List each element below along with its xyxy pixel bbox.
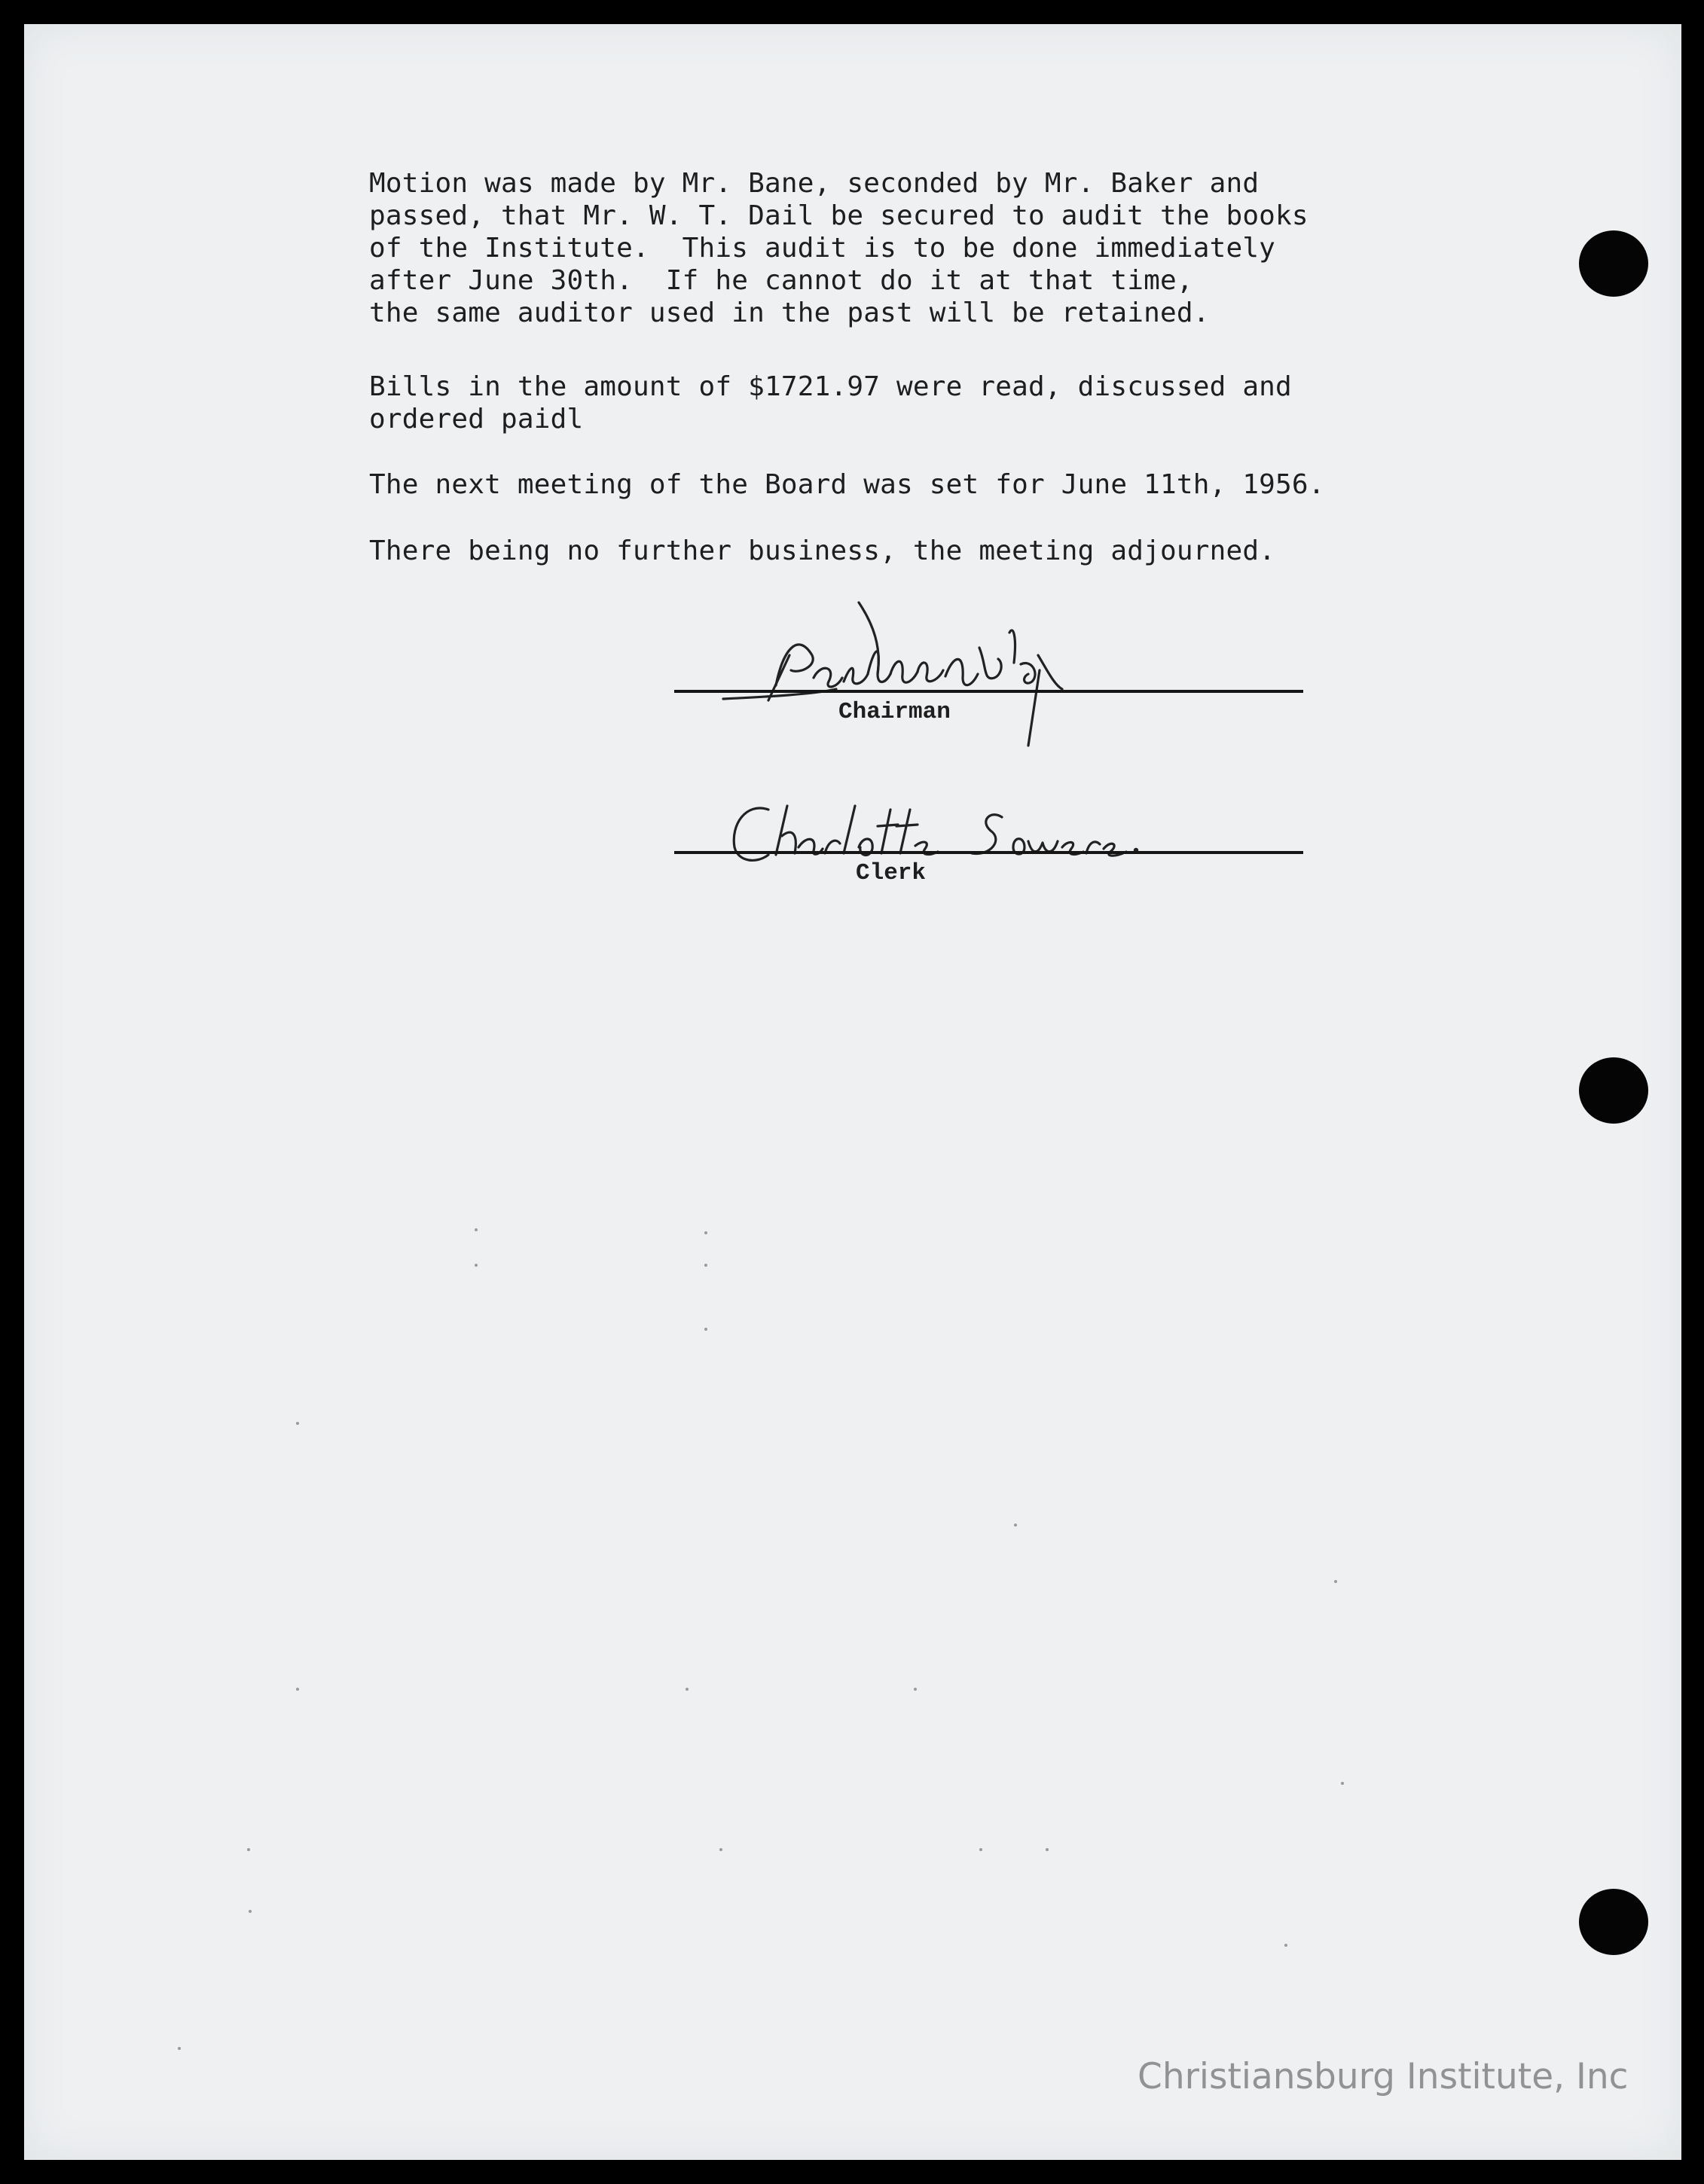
clerk-signature-line (674, 851, 1303, 854)
paragraph-next-meeting: The next meeting of the Board was set for June 11th, 1956. (369, 469, 1325, 500)
punch-hole-top (1579, 230, 1648, 297)
punch-hole-middle (1579, 1057, 1648, 1124)
paragraph-bills: Bills in the amount of $1721.97 were read, discussed and ordered paidl (369, 371, 1292, 435)
clerk-label: Clerk (856, 860, 927, 886)
chairman-signature-line (674, 690, 1303, 693)
clerk-signature (723, 795, 1326, 885)
chairman-signature (723, 602, 1115, 753)
archive-watermark: Christiansburg Institute, Inc (1138, 2056, 1629, 2097)
paragraph-audit-motion: Motion was made by Mr. Bane, seconded by Mr. Baker and passed, that Mr. W. T. Dail be secured to audit the books of the Institute. This audit is to be done immediately after June 30th. If he cannot do it at that time, the same auditor used in the past will be retained. (369, 168, 1309, 328)
paragraph-adjourned: There being no further business, the meeting adjourned. (369, 535, 1276, 566)
punch-hole-bottom (1579, 1889, 1648, 1955)
chairman-label: Chairman (838, 699, 951, 725)
document-page (24, 24, 1681, 2160)
